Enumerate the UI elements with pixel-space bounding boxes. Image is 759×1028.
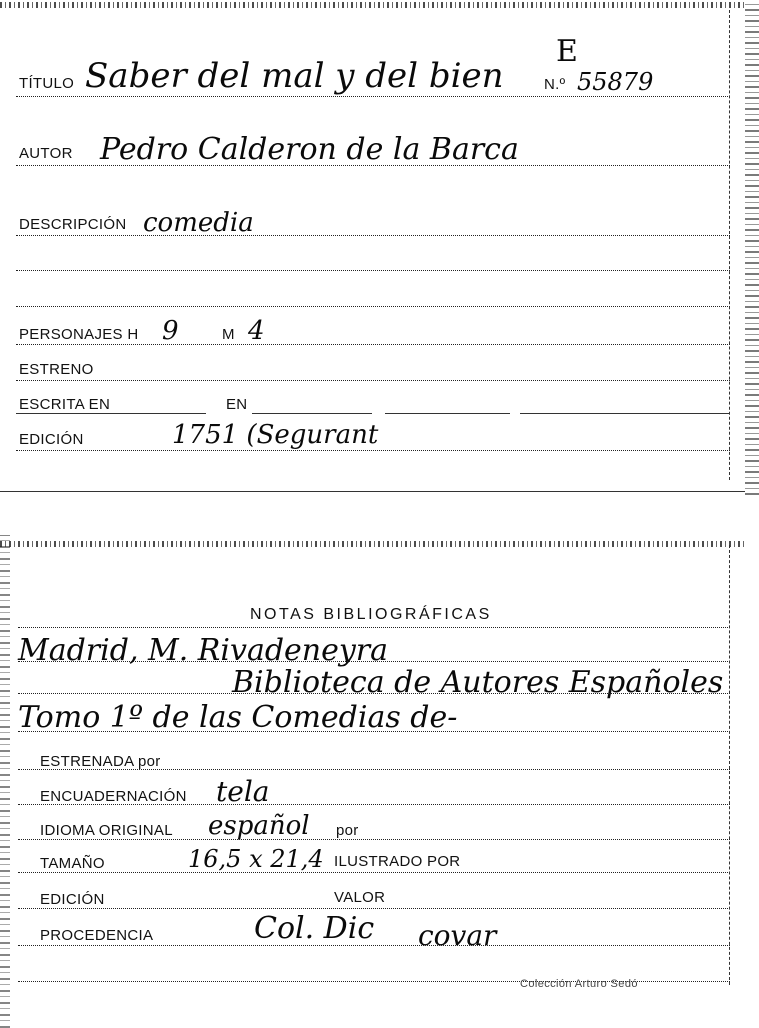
rule-characters bbox=[16, 344, 730, 345]
card2-left-edge bbox=[0, 535, 10, 1028]
rule-premiered-by bbox=[18, 769, 730, 770]
characters-women-label: M bbox=[222, 326, 235, 343]
provenance-value-2: covar bbox=[418, 919, 497, 952]
rule-author bbox=[16, 165, 730, 166]
card2-top-edge bbox=[0, 541, 745, 547]
rule-edition bbox=[16, 450, 730, 451]
note-line-3: Tomo 1º de las Comedias de- bbox=[18, 700, 458, 735]
characters-women-value: 4 bbox=[248, 316, 265, 346]
rule-edition-2 bbox=[18, 908, 730, 909]
author-label: AUTOR bbox=[19, 145, 73, 162]
author-value: Pedro Calderon de la Barca bbox=[100, 132, 519, 167]
catalog-letter: E bbox=[556, 34, 578, 69]
binding-label: ENCUADERNACIÓN bbox=[40, 788, 187, 805]
description-value: comedia bbox=[143, 208, 254, 238]
by-label: por bbox=[336, 822, 359, 839]
rule-note-3 bbox=[18, 731, 730, 732]
provenance-label: PROCEDENCIA bbox=[40, 927, 154, 944]
rule-note-1 bbox=[18, 661, 730, 662]
original-language-value: español bbox=[208, 811, 310, 841]
card-top-edge bbox=[0, 2, 745, 8]
card-right-border bbox=[729, 10, 730, 480]
rule-description-1 bbox=[16, 235, 730, 236]
catalog-card-top bbox=[0, 0, 759, 495]
rule-size bbox=[18, 872, 730, 873]
rule-note-2 bbox=[18, 693, 730, 694]
card-right-edge bbox=[745, 0, 759, 495]
edition-label-2: EDICIÓN bbox=[40, 891, 105, 908]
provenance-value: Col. Dic bbox=[254, 911, 375, 946]
note-line-2: Biblioteca de Autores Españoles bbox=[232, 665, 724, 700]
rule-notes-heading bbox=[18, 627, 730, 628]
characters-men-value: 9 bbox=[162, 316, 179, 346]
premiere-label: ESTRENO bbox=[19, 361, 94, 378]
edition-value: 1751 (Segurant bbox=[172, 420, 379, 450]
illustrated-by-label: ILUSTRADO POR bbox=[334, 853, 461, 870]
number-value: 55879 bbox=[577, 68, 654, 96]
characters-label: PERSONAJES H bbox=[19, 326, 139, 343]
rule-premiere bbox=[16, 380, 730, 381]
title-label: TÍTULO bbox=[19, 75, 75, 92]
rule-language bbox=[18, 839, 730, 840]
value-label: VALOR bbox=[334, 889, 386, 906]
collection-footer: Colección Arturo Sedó bbox=[520, 978, 638, 990]
rule-written-3 bbox=[385, 413, 510, 414]
number-label: N.º bbox=[544, 76, 566, 93]
size-value: 16,5 x 21,4 bbox=[188, 845, 324, 873]
rule-written-1 bbox=[16, 413, 206, 414]
written-label: ESCRITA EN bbox=[19, 396, 111, 413]
rule-written-2 bbox=[252, 413, 372, 414]
rule-description-2 bbox=[16, 270, 730, 271]
edition-label: EDICIÓN bbox=[19, 431, 84, 448]
rule-description-3 bbox=[16, 306, 730, 307]
rule-binding bbox=[18, 804, 730, 805]
size-label: TAMAÑO bbox=[40, 855, 105, 872]
card1-bottom-edge bbox=[0, 491, 745, 492]
premiered-by-label: ESTRENADA por bbox=[40, 753, 161, 770]
catalog-card-bottom bbox=[0, 535, 759, 1028]
rule-title bbox=[16, 96, 730, 97]
rule-provenance bbox=[18, 945, 730, 946]
description-label: DESCRIPCIÓN bbox=[19, 216, 127, 233]
original-language-label: IDIOMA ORIGINAL bbox=[40, 822, 173, 839]
title-value: Saber del mal y del bien bbox=[85, 56, 504, 96]
bibliographic-notes-heading: NOTAS BIBLIOGRÁFICAS bbox=[250, 606, 492, 623]
rule-written-4 bbox=[520, 413, 730, 414]
note-line-1: Madrid, M. Rivadeneyra bbox=[18, 633, 389, 668]
written-in-label: EN bbox=[226, 396, 248, 413]
binding-value: tela bbox=[216, 775, 270, 808]
card2-right-border bbox=[729, 545, 730, 985]
